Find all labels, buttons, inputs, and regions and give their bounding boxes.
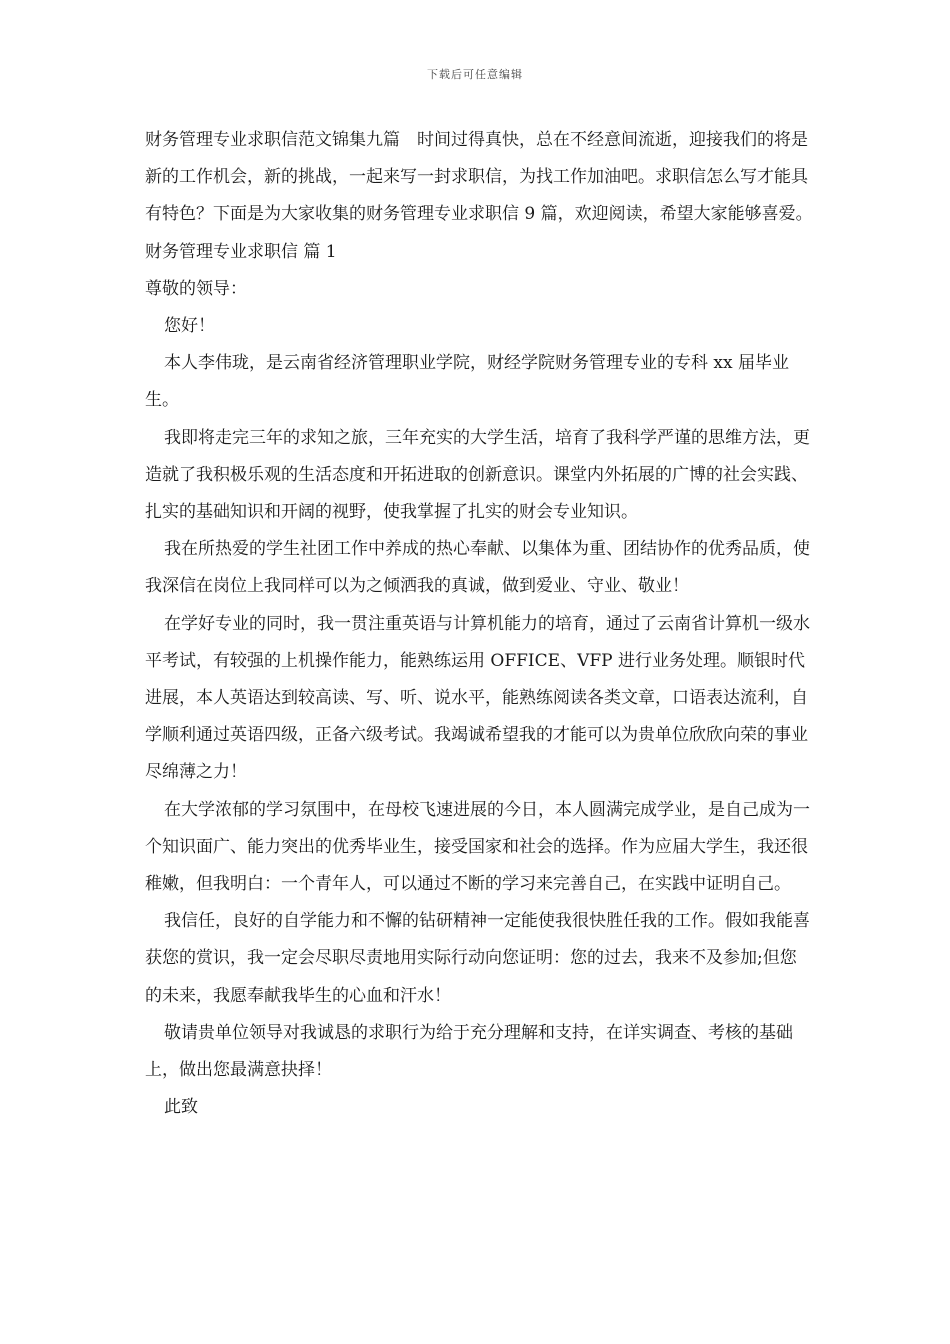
paragraph-club: 我在所热爱的学生社团工作中养成的热心奉献、以集体为重、团结协作的优秀品质，使我深信在岗位上我同样可以为之倾洒我的真诚，做到爱业、守业、敬业！ [145, 539, 810, 597]
paragraph-intro-self: 本人李伟珑，是云南省经济管理职业学院，财经学院财务管理专业的专科 xx 届毕业生。 [145, 353, 789, 411]
greeting: 您好！ [164, 316, 215, 337]
document-body [145, 122, 813, 1126]
paragraph-commitment: 我信任，良好的自学能力和不懈的钻研精神一定能使我很快胜任我的工作。假如我能喜获您的赏识，我一定会尽职尽责地用实际行动向您证明：您的过去，我来不及参加;但您的未来，我愿奉献我毕生的心血和汗水！ [145, 911, 810, 1006]
paragraph-skills: 在学好专业的同时，我一贯注重英语与计算机能力的培育，通过了云南省计算机一级水平考试，有较强的上机操作能力，能熟练运用 OFFICE、VFP 进行业务处理。顺银时代进展，本人英语达到较高读、写、听、说水平，能熟练阅读各类文章，口语表达流利，自学顺利通过英语四级，正备六级考试。我竭诚希望我的才能可以为贵单位欣欣向荣的事业尽绵薄之力！ [145, 613, 810, 783]
salutation: 尊敬的领导： [145, 278, 247, 299]
header-note: 下载后可任意编辑 [427, 68, 523, 81]
paragraph-growth: 在大学浓郁的学习氛围中，在母校飞速进展的今日，本人圆满完成学业，是自己成为一个知识面广、能力突出的优秀毕业生，接受国家和社会的选择。作为应届大学生，我还很稚嫩，但我明白：一个青年人，可以通过不断的学习来完善自己，在实践中证明自己。 [145, 799, 810, 895]
paragraph-education: 我即将走完三年的求知之旅，三年充实的大学生活，培育了我科学严谨的思维方法，更造就了我积极乐观的生活态度和开拓进取的创新意识。课堂内外拓展的广博的社会实践、扎实的基础知识和开阔的视野，使我掌握了扎实的财会专业知识。 [145, 427, 810, 523]
intro-paragraph: 财务管理专业求职信范文锦集九篇 时间过得真快，总在不经意间流逝，迎接我们的将是新的工作机会，新的挑战，一起来写一封求职信，为找工作加油吧。求职信怎么写才能具有特色？下面是为大家收集的财务管理专业求职信 9 篇，欢迎阅读，希望大家能够喜爱。财务管理专业求职信 篇 1 [145, 130, 813, 262]
closing: 此致 [164, 1097, 198, 1118]
paragraph-request: 敬请贵单位领导对我诚恳的求职行为给于充分理解和支持，在详实调查、考核的基础上，做出您最满意抉择！ [145, 1022, 793, 1081]
